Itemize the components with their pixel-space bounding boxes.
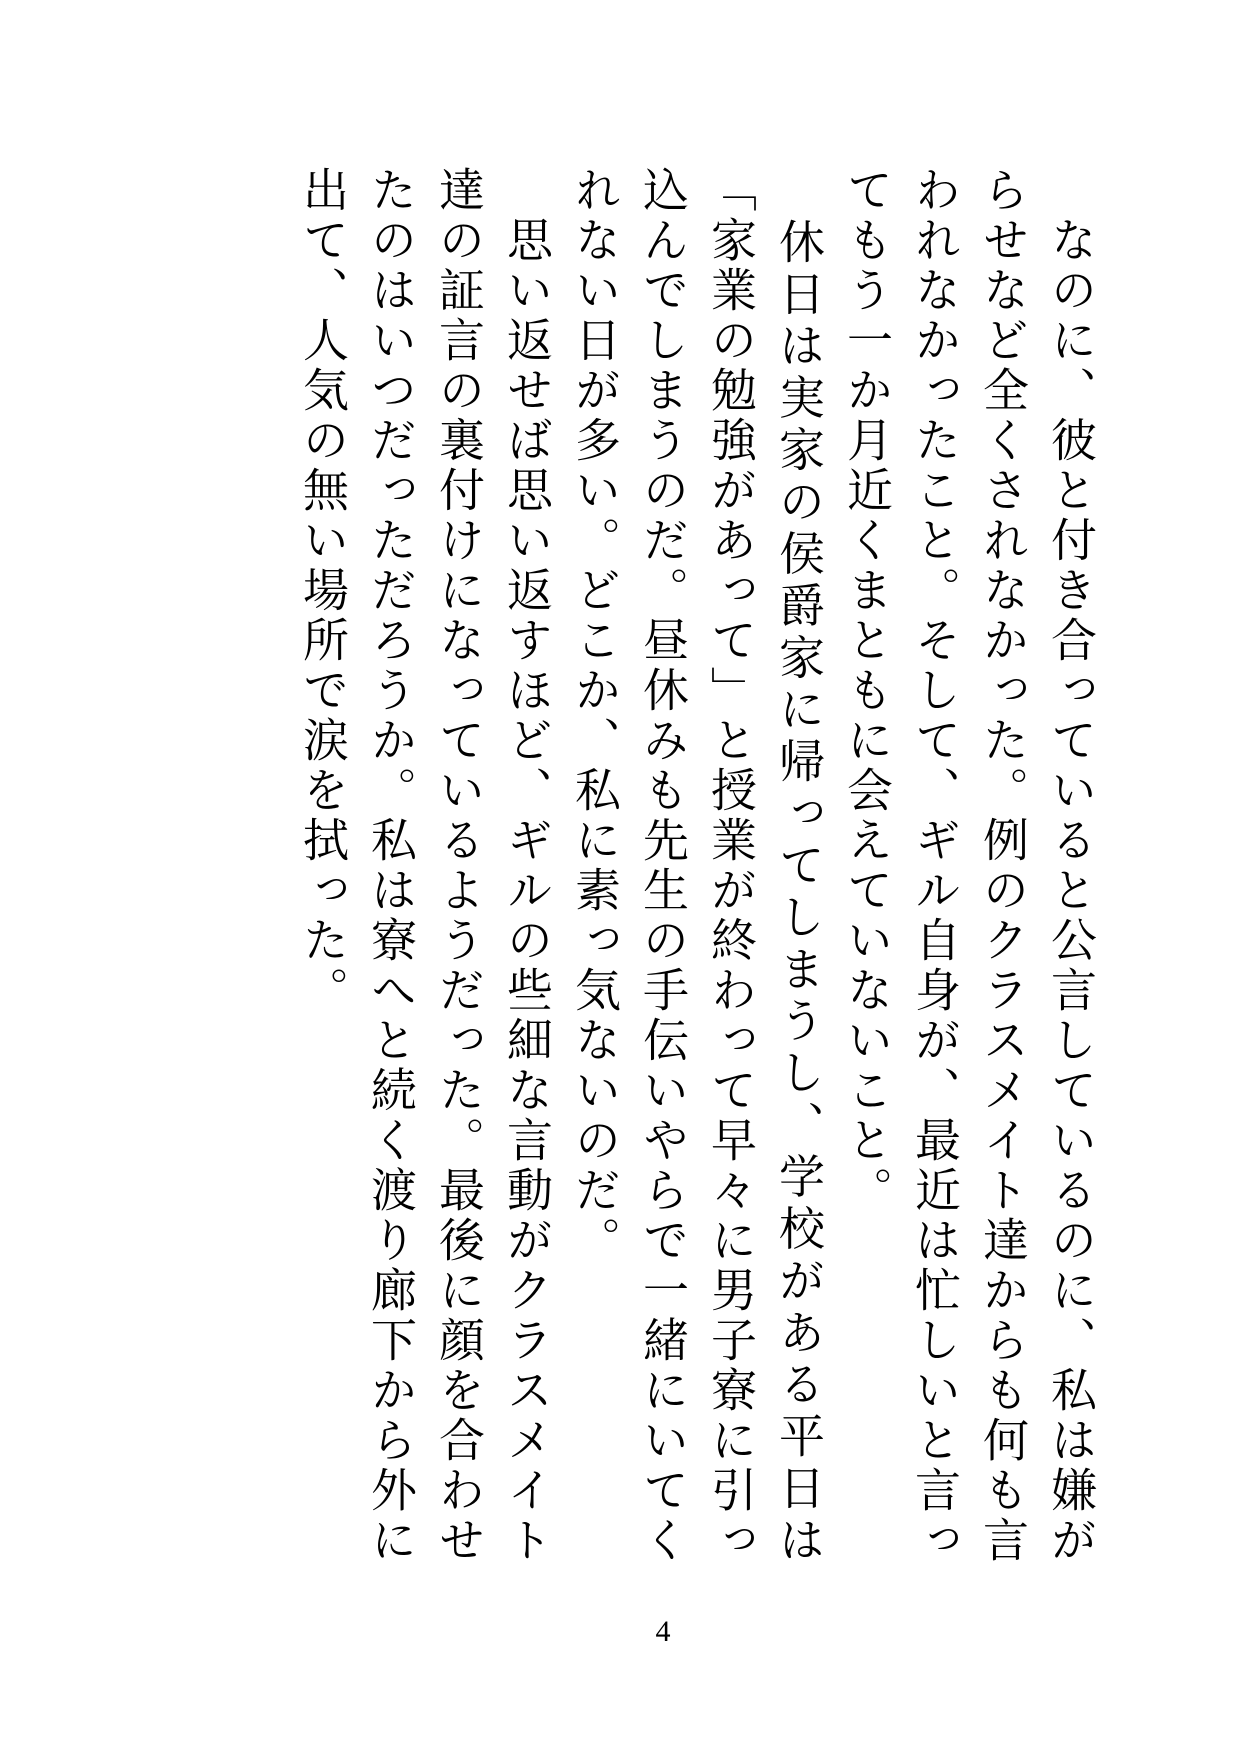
text-column-12: 出て、人気の無い場所で涙を拭った。 [297, 166, 348, 1016]
text-column-6: 「家業の勉強があって」と授業が終わって早々に男子寮に引っ [705, 166, 756, 1566]
page-number: 4 [655, 1615, 671, 1648]
text-column-8: れない日が多い。どこか、私に素っ気ないのだ。 [569, 166, 620, 1266]
text-column-2: らせなど全くされなかった。例のクラスメイト達からも何も言 [977, 166, 1028, 1566]
text-column-4: てもう一か月近くまともに会えていないこと。 [841, 166, 892, 1216]
vertical-text-block [288, 166, 1104, 1566]
text-column-1: なのに、彼と付き合っていると公言しているのに、私は嫌が [1045, 166, 1096, 1566]
text-column-7: 込んでしまうのだ。昼休みも先生の手伝いやらで一緒にいてく [637, 166, 688, 1566]
text-column-9: 思い返せば思い返すほど、ギルの些細な言動がクラスメイト [501, 166, 552, 1566]
text-column-10: 達の証言の裏付けになっているようだった。最後に顔を合わせ [433, 166, 484, 1566]
text-column-5: 休日は実家の侯爵家に帰ってしまうし、学校がある平日は [773, 166, 824, 1566]
text-column-11: たのはいつだっただろうか。私は寮へと続く渡り廊下から外に [365, 166, 416, 1566]
text-column-3: われなかったこと。そして、ギル自身が、最近は忙しいと言っ [909, 166, 960, 1566]
